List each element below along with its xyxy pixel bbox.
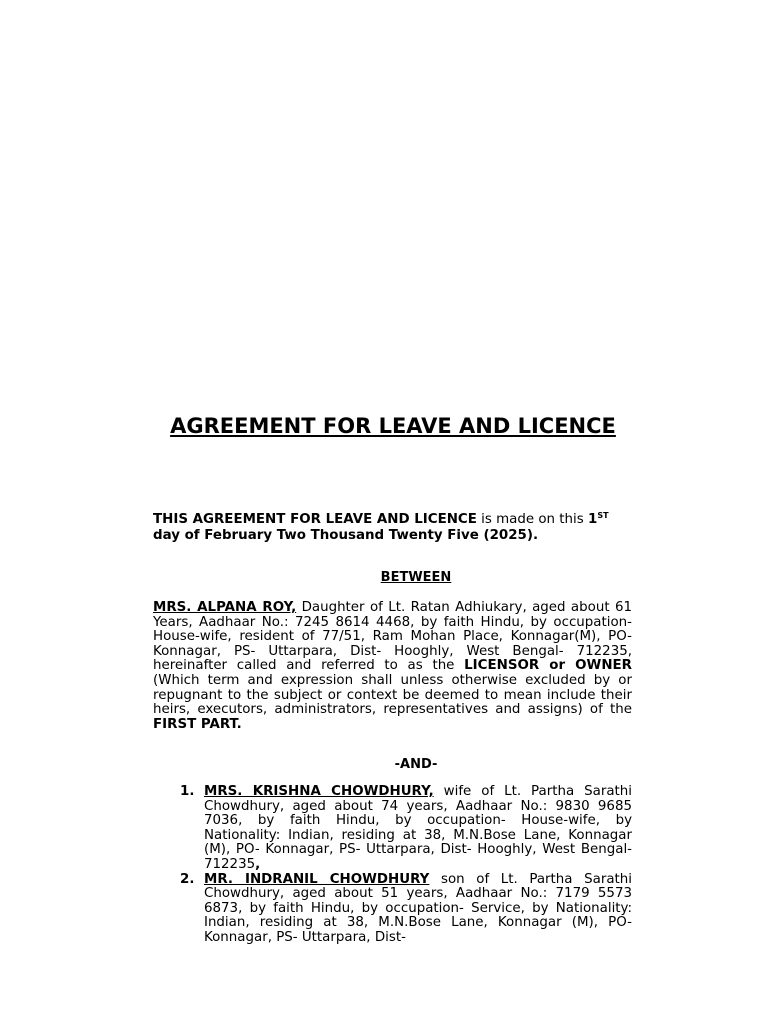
party-name: MRS. KRISHNA CHOWDHURY,	[204, 784, 434, 799]
intro-mid: is made on this	[476, 512, 588, 527]
party-number: 2.	[180, 871, 195, 887]
and-heading: -AND-	[394, 757, 438, 772]
first-party-role: LICENSOR or OWNER	[464, 658, 632, 674]
list-item	[180, 785, 632, 873]
first-party-name: MRS. ALPANA ROY,	[153, 600, 297, 615]
first-party-text-b: (Which term and expression shall unless otherwise excluded by or repugnant to the subject or context be deemed to mean include their heirs, executors, administrators, representatives and assigns) of the	[153, 672, 632, 718]
first-party-text-a: Daughter of Lt. Ratan Adhiukary, aged about 61 Years, Aadhaar No.: 7245 8614 4468, by faith Hindu, by occupation- House-wife, resident of 77/51, Ram Mohan Place, Konnagar(M), PO- Konnagar, PS- Uttarpara, Dist- Hooghly, West Bengal- 712235, hereinafter called and referred to as the	[153, 600, 633, 674]
intro-day-number: 1	[588, 512, 598, 527]
party-text: son of Lt. Partha Sarathi Chowdhury, aged about 51 years, Aadhaar No.: 7179 5573 6873, by faith Hindu, by occupation- Service, by Nationality: Indian, residing at 38, M.N.Bose Lane, Konnagar (M), PO- Konnagar, PS- Uttarpara, Dist-	[204, 871, 632, 945]
intro-day-suffix: ST	[597, 511, 609, 520]
intro-paragraph	[153, 512, 680, 544]
list-item	[180, 873, 632, 946]
party-end: ,	[255, 856, 261, 872]
intro-day-rest: day of February Two Thousand Twenty Five (2025).	[153, 528, 539, 543]
party-name: MR. INDRANIL CHOWDHURY	[204, 871, 430, 887]
first-party-paragraph	[153, 601, 632, 732]
second-parties-list	[180, 785, 632, 946]
party-number: 1.	[180, 784, 195, 799]
first-party-part: FIRST PART.	[153, 716, 242, 732]
intro-lead: THIS AGREEMENT FOR LEAVE AND LICENCE	[153, 512, 477, 527]
between-heading: BETWEEN	[380, 570, 452, 585]
party-text: wife of Lt. Partha Sarathi Chowdhury, aged about 74 years, Aadhaar No.: 9830 9685 7036, by faith Hindu, by occupation- House-wife, by Nationality: Indian, residing at 38, M.N.Bose Lane, Konnagar (M), PO- Konnagar, PS- Uttarpara, Dist- Hooghly, West Bengal- 712235	[204, 784, 632, 872]
document-title: AGREEMENT FOR LEAVE AND LICENCE	[170, 414, 616, 438]
